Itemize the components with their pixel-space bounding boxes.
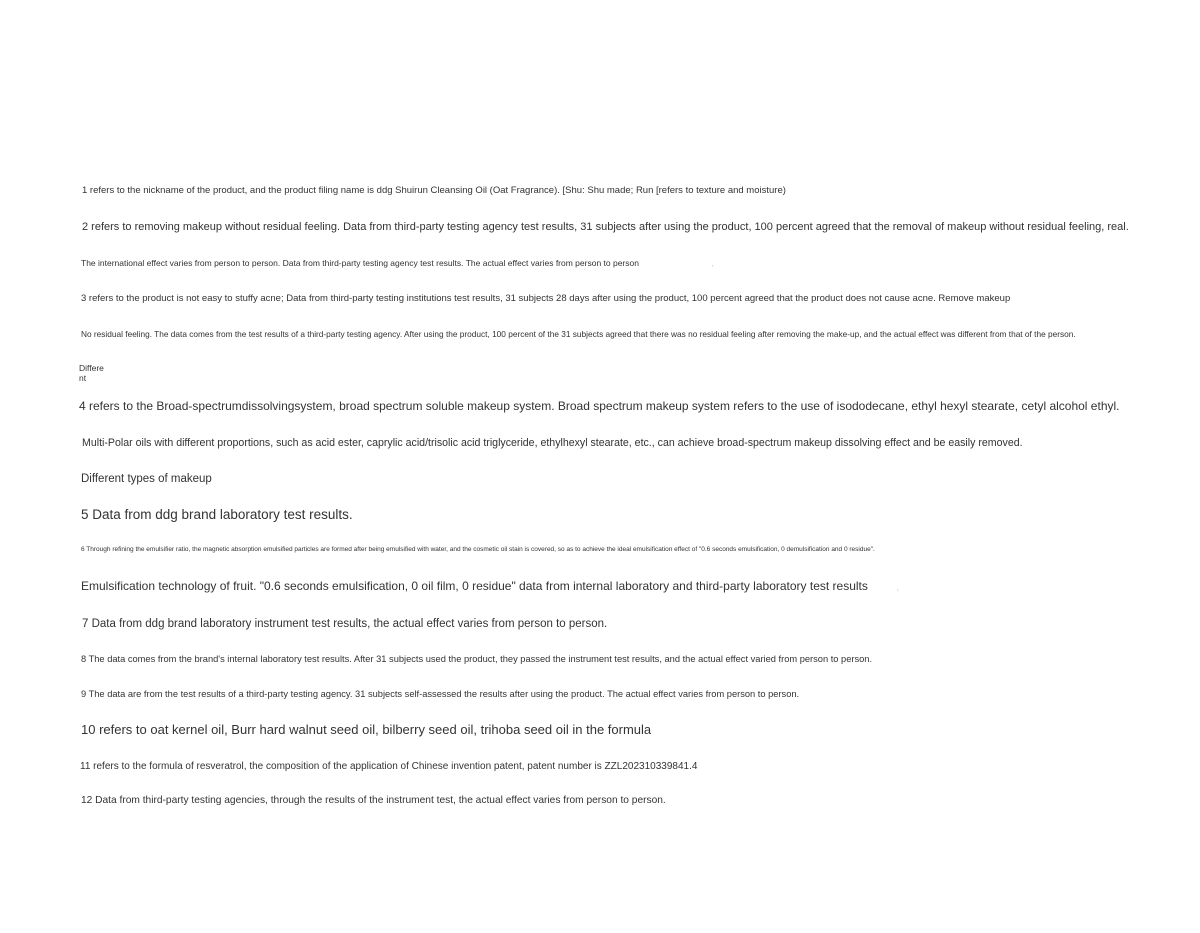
footnote-2: 2 refers to removing makeup without residual feeling. Data from third-party testing agency test results, 31 subjects after using the product, 100 percent agreed that the removal of makeup without residual feeling, real. <box>82 221 1129 233</box>
footnote-1: 1 refers to the nickname of the product, and the product filing name is ddg Shuirun Cleansing Oil (Oat Fragrance). [Shu: Shu made; Run [refers to texture and moisture) <box>82 185 786 196</box>
footnote-4-end: Different types of makeup <box>81 473 212 485</box>
footnote-2-continued: The international effect varies from person to person. Data from third-party testing agency test results. The actual effect varies from person to person <box>81 258 639 268</box>
footnote-5: 5 Data from ddg brand laboratory test results. <box>81 507 353 522</box>
footnote-6: 6 Through refining the emulsifier ratio, the magnetic absorption emulsified particles are formed after being emulsified with water, and the cosmetic oil stain is covered, so as to achieve the ideal emulsification effect of "0.6 seconds emulsification, 0 demulsification and 0 residue". <box>81 546 875 553</box>
footnote-8: 8 The data comes from the brand's internal laboratory test results. After 31 subjects used the product, they passed the instrument test results, and the actual effect varied from person to person. <box>81 654 873 664</box>
footnote-3-fragment: Differe nt <box>79 363 104 383</box>
footnote-11: 11 refers to the formula of resveratrol, the composition of the application of Chinese invention patent, patent number is ZZL202310339841.4 <box>80 761 698 772</box>
stray-mark: , <box>897 586 899 592</box>
footnote-3-continued: No residual feeling. The data comes from the test results of a third-party testing agency. After using the product, 100 percent of the 31 subjects agreed that there was no residual feeling after removing the make-up, and the actual effect was different from that of the person. <box>81 329 1076 339</box>
footnote-7: 7 Data from ddg brand laboratory instrument test results, the actual effect varies from person to person. <box>82 618 608 630</box>
footnote-6-continued: Emulsification technology of fruit. "0.6 seconds emulsification, 0 oil film, 0 residue" data from internal laboratory and third-party laboratory test results <box>81 579 868 593</box>
stray-mark: , <box>712 262 714 268</box>
footnote-4: 4 refers to the Broad-spectrumdissolvingsystem, broad spectrum soluble makeup system. Broad spectrum makeup system refers to the use of isododecane, ethyl hexyl stearate, cetyl alcohol ethyl. <box>79 399 1120 413</box>
footnote-12: 12 Data from third-party testing agencies, through the results of the instrument test, the actual effect varies from person to person. <box>81 795 666 806</box>
footnote-10: 10 refers to oat kernel oil, Burr hard walnut seed oil, bilberry seed oil, trihoba seed oil in the formula <box>81 722 652 737</box>
footnote-4-continued: Multi-Polar oils with different proportions, such as acid ester, caprylic acid/trisolic acid triglyceride, ethylhexyl stearate, etc., can achieve broad-spectrum makeup dissolving effect and be easily removed. <box>82 437 1023 449</box>
footnote-9: 9 The data are from the test results of a third-party testing agency. 31 subjects self-assessed the results after using the product. The actual effect varies from person to person. <box>81 689 800 699</box>
footnote-3: 3 refers to the product is not easy to stuffy acne; Data from third-party testing institutions test results, 31 subjects 28 days after using the product, 100 percent agreed that the product does not cause acne. Remove makeup <box>81 293 1011 304</box>
